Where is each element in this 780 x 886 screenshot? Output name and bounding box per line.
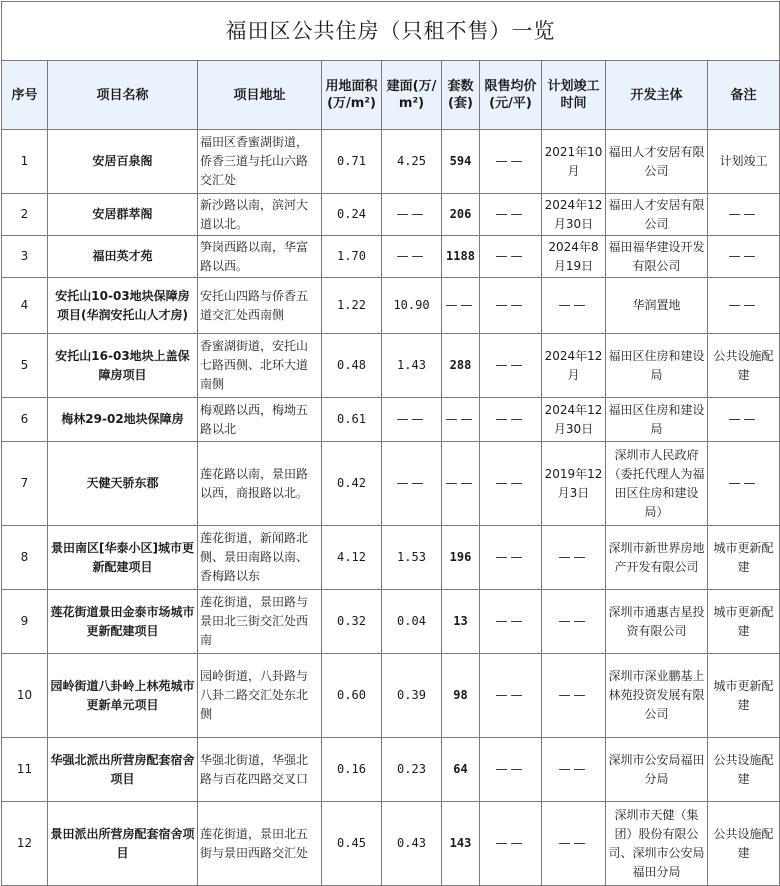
cell-units: —— <box>442 442 480 526</box>
cell-seq: 6 <box>2 398 48 442</box>
header-remark: 备注 <box>708 61 780 130</box>
cell-name: 景田派出所营房配套宿舍项目 <box>48 802 198 886</box>
header-build-area: 建面(万/m²) <box>382 61 442 130</box>
header-developer: 开发主体 <box>606 61 708 130</box>
cell-completion: 2019年12月3日 <box>542 442 606 526</box>
table-body <box>2 130 780 886</box>
cell-remark: 公共设施配建 <box>708 802 780 886</box>
cell-units: 196 <box>442 526 480 590</box>
cell-name: 天健天骄东郡 <box>48 442 198 526</box>
cell-completion: —— <box>542 802 606 886</box>
cell-build-area: —— <box>382 194 442 236</box>
cell-build-area: 1.53 <box>382 526 442 590</box>
cell-land-area: 1.22 <box>322 278 382 334</box>
cell-build-area: 0.23 <box>382 738 442 802</box>
cell-units: 64 <box>442 738 480 802</box>
cell-remark: —— <box>708 398 780 442</box>
cell-build-area: 1.43 <box>382 334 442 398</box>
cell-price: —— <box>480 194 542 236</box>
cell-land-area: 0.24 <box>322 194 382 236</box>
cell-price: —— <box>480 590 542 654</box>
cell-build-area: —— <box>382 442 442 526</box>
cell-developer: 深圳市公安局福田分局 <box>606 738 708 802</box>
cell-completion: —— <box>542 278 606 334</box>
table-row <box>2 130 780 194</box>
cell-remark: 城市更新配建 <box>708 526 780 590</box>
cell-seq: 12 <box>2 802 48 886</box>
cell-address: 园岭街道，八卦路与八卦二路交汇处东北侧 <box>198 654 322 738</box>
cell-seq: 1 <box>2 130 48 194</box>
cell-remark: 公共设施配建 <box>708 334 780 398</box>
cell-name: 安居群萃阁 <box>48 194 198 236</box>
cell-completion: 2024年12月30日 <box>542 194 606 236</box>
cell-units: —— <box>442 278 480 334</box>
cell-address: 新沙路以南，滨河大道以北。 <box>198 194 322 236</box>
cell-name: 安居百泉阁 <box>48 130 198 194</box>
cell-units: 98 <box>442 654 480 738</box>
cell-remark: 计划竣工 <box>708 130 780 194</box>
cell-build-area: 0.43 <box>382 802 442 886</box>
table-row <box>2 278 780 334</box>
cell-completion: 2024年8月19日 <box>542 236 606 278</box>
cell-land-area: 0.32 <box>322 590 382 654</box>
cell-developer: 福田区住房和建设局 <box>606 334 708 398</box>
cell-developer: 福田人才安居有限公司 <box>606 130 708 194</box>
cell-price: —— <box>480 236 542 278</box>
cell-land-area: 1.70 <box>322 236 382 278</box>
header-price: 限售均价(元/平) <box>480 61 542 130</box>
cell-seq: 9 <box>2 590 48 654</box>
cell-developer: 深圳市深业鹏基上林苑投资发展有限公司 <box>606 654 708 738</box>
cell-seq: 2 <box>2 194 48 236</box>
cell-seq: 7 <box>2 442 48 526</box>
housing-table <box>1 1 780 886</box>
cell-developer: 深圳市通惠吉星投资有限公司 <box>606 590 708 654</box>
cell-land-area: 0.45 <box>322 802 382 886</box>
cell-remark: 城市更新配建 <box>708 590 780 654</box>
cell-land-area: 0.61 <box>322 398 382 442</box>
header-land-area: 用地面积(万/m²) <box>322 61 382 130</box>
cell-name: 景田南区[华泰小区]城市更新配建项目 <box>48 526 198 590</box>
cell-land-area: 0.60 <box>322 654 382 738</box>
cell-units: 206 <box>442 194 480 236</box>
cell-land-area: 0.16 <box>322 738 382 802</box>
cell-address: 莲花街道，景田路与景田北三街交汇处西南 <box>198 590 322 654</box>
cell-address: 梅观路以西，梅坳五路以北 <box>198 398 322 442</box>
header-completion: 计划竣工时间 <box>542 61 606 130</box>
cell-address: 福田区香蜜湖街道，侨香三道与托山六路交汇处 <box>198 130 322 194</box>
cell-remark: —— <box>708 442 780 526</box>
table-row <box>2 802 780 886</box>
cell-price: —— <box>480 802 542 886</box>
cell-price: —— <box>480 278 542 334</box>
cell-completion: 2021年10月 <box>542 130 606 194</box>
cell-units: 13 <box>442 590 480 654</box>
housing-table-container <box>1 1 779 879</box>
header-name: 项目名称 <box>48 61 198 130</box>
cell-developer: 福田人才安居有限公司 <box>606 194 708 236</box>
cell-build-area: 4.25 <box>382 130 442 194</box>
table-row <box>2 654 780 738</box>
cell-land-area: 0.71 <box>322 130 382 194</box>
cell-seq: 10 <box>2 654 48 738</box>
table-row <box>2 442 780 526</box>
cell-developer: 深圳市人民政府（委托代理人为福田区住房和建设局） <box>606 442 708 526</box>
cell-price: —— <box>480 526 542 590</box>
cell-name: 园岭街道八卦岭上林苑城市更新单元项目 <box>48 654 198 738</box>
cell-completion: 2024年12月30日 <box>542 398 606 442</box>
cell-units: 288 <box>442 334 480 398</box>
cell-name: 华强北派出所营房配套宿舍项目 <box>48 738 198 802</box>
header-address: 项目地址 <box>198 61 322 130</box>
header-units: 套数(套) <box>442 61 480 130</box>
header-row <box>2 61 780 130</box>
cell-completion: —— <box>542 654 606 738</box>
cell-price: —— <box>480 398 542 442</box>
cell-price: —— <box>480 654 542 738</box>
cell-seq: 4 <box>2 278 48 334</box>
table-row <box>2 526 780 590</box>
cell-remark: —— <box>708 236 780 278</box>
cell-name: 福田英才苑 <box>48 236 198 278</box>
page-title: 福田区公共住房（只租不售）一览 <box>2 2 780 61</box>
cell-developer: 福田区住房和建设局 <box>606 398 708 442</box>
cell-address: 莲花街道，新闻路北侧、景田南路以南、香梅路以东 <box>198 526 322 590</box>
cell-build-area: 0.39 <box>382 654 442 738</box>
cell-remark: 城市更新配建 <box>708 654 780 738</box>
cell-name: 梅林29-02地块保障房 <box>48 398 198 442</box>
cell-price: —— <box>480 334 542 398</box>
cell-developer: 深圳市天健（集团）股份有限公司、深圳市公安局福田分局 <box>606 802 708 886</box>
cell-address: 香蜜湖街道，安托山七路西侧、北环大道南侧 <box>198 334 322 398</box>
table-row <box>2 590 780 654</box>
table-row <box>2 738 780 802</box>
cell-build-area: 10.90 <box>382 278 442 334</box>
cell-land-area: 4.12 <box>322 526 382 590</box>
cell-name: 莲花街道景田金泰市场城市更新配建项目 <box>48 590 198 654</box>
cell-price: —— <box>480 130 542 194</box>
cell-units: 1188 <box>442 236 480 278</box>
cell-completion: 2024年12月 <box>542 334 606 398</box>
cell-seq: 11 <box>2 738 48 802</box>
cell-name: 安托山10-03地块保障房项目(华润安托山人才房) <box>48 278 198 334</box>
cell-seq: 3 <box>2 236 48 278</box>
header-seq: 序号 <box>2 61 48 130</box>
cell-price: —— <box>480 738 542 802</box>
cell-units: —— <box>442 398 480 442</box>
cell-remark: 公共设施配建 <box>708 738 780 802</box>
cell-build-area: —— <box>382 398 442 442</box>
cell-land-area: 0.48 <box>322 334 382 398</box>
cell-land-area: 0.42 <box>322 442 382 526</box>
cell-remark: —— <box>708 194 780 236</box>
cell-developer: 福田福华建设开发有限公司 <box>606 236 708 278</box>
cell-address: 莲花路以南，景田路以西，商报路以北。 <box>198 442 322 526</box>
cell-remark: —— <box>708 278 780 334</box>
cell-seq: 8 <box>2 526 48 590</box>
cell-name: 安托山16-03地块上盖保障房项目 <box>48 334 198 398</box>
table-row <box>2 334 780 398</box>
cell-price: —— <box>480 442 542 526</box>
cell-build-area: —— <box>382 236 442 278</box>
cell-seq: 5 <box>2 334 48 398</box>
cell-completion: —— <box>542 526 606 590</box>
cell-address: 华强北街道，华强北路与百花四路交叉口 <box>198 738 322 802</box>
table-row <box>2 194 780 236</box>
table-row <box>2 236 780 278</box>
cell-units: 143 <box>442 802 480 886</box>
cell-completion: —— <box>542 590 606 654</box>
cell-completion: —— <box>542 738 606 802</box>
cell-developer: 深圳市新世界房地产开发有限公司 <box>606 526 708 590</box>
cell-units: 594 <box>442 130 480 194</box>
cell-address: 安托山四路与侨香五道交汇处西南侧 <box>198 278 322 334</box>
cell-developer: 华润置地 <box>606 278 708 334</box>
cell-address: 笋岗西路以南，华富路以西。 <box>198 236 322 278</box>
cell-address: 莲花街道，景田北五街与景田西路交汇处 <box>198 802 322 886</box>
table-row <box>2 398 780 442</box>
cell-build-area: 0.04 <box>382 590 442 654</box>
